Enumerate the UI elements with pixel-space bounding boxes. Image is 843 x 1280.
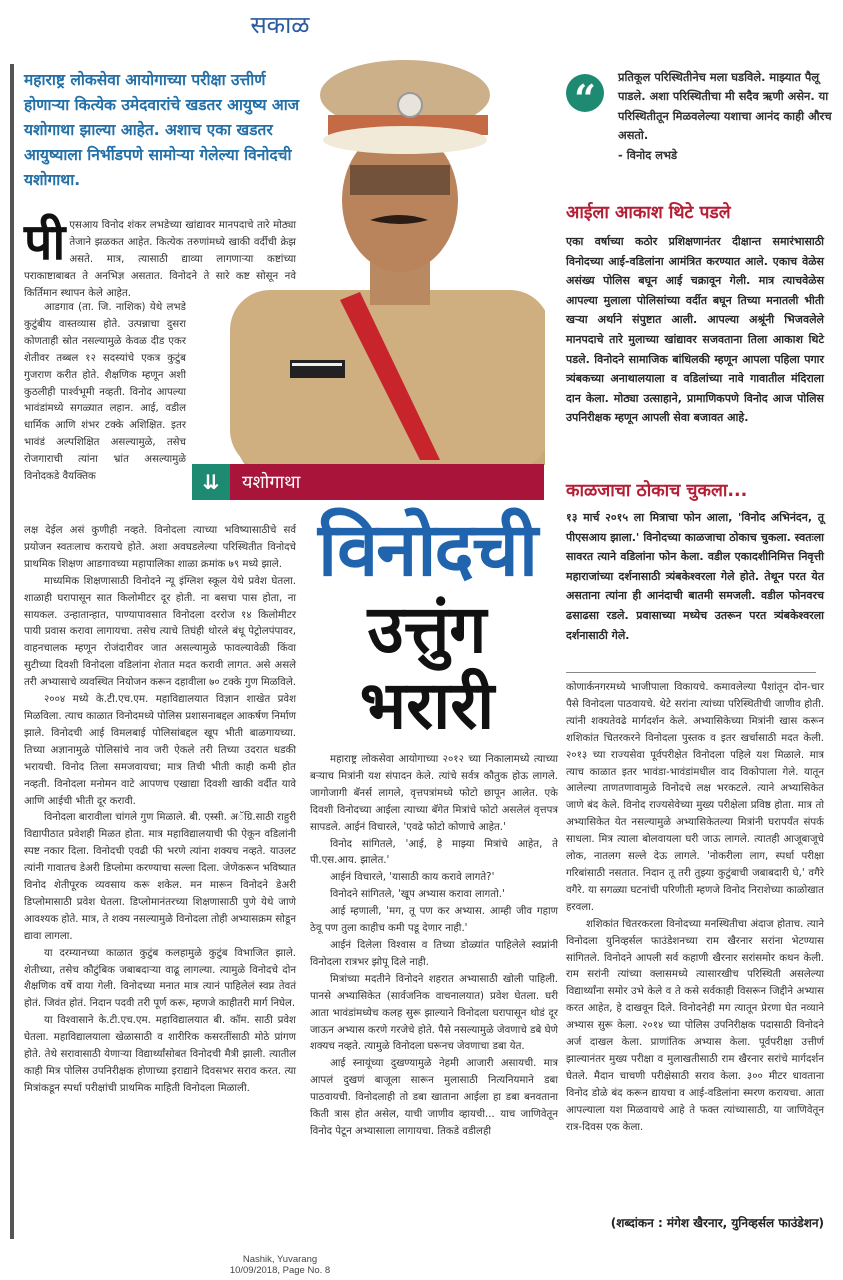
article-paragraph: विनोद सांगितले, 'आई, हे माझ्या मित्रांचे आहेत, ते पी.एस.आय. झालेत.'	[310, 838, 558, 867]
divider	[566, 672, 816, 673]
drop-cap: पी	[24, 212, 66, 271]
sidebar-body: एका वर्षाच्या कठोर प्रशिक्षणानंतर दीक्षान्त समारंभासाठी विनोदच्या आई-वडिलांना आमंत्रित करण्यात आले. एकाच वेळेस असंख्य पोलिस बघून आई चक्रावून गेली. मात्र त्याचवेळेस आपल्या मुलाला पोलिसांच्या वर्दीत बघून तिच्या मनातली भीती खऱ्या अर्थाने संपुष्टात आली. आपल्या अश्रूंनी भिजवलेले मानपदाचे तारे मुलाच्या खांद्यावर सजवताना तिला आकाश थिटे पडले. विनोदने सामाजिक बांधिलकी म्हणून आपला पहिला पगार त्र्यंबकच्या अनाथालयाला व वडिलांच्या नावे गावातील मंदिराला दान केला. मोठ्या उत्साहाने, प्रामाणिकपणे विनोद आज पोलिस उपनिरीक्षक म्हणून आपली सेवा बजावत आहे.	[566, 235, 824, 425]
article-column-1-narrow	[24, 300, 186, 486]
quote-text: प्रतिकूल परिस्थितीनेच मला घडविले. माझ्यात पैलू पाडले. अशा परिस्थितीचा मी सदैव ऋणी असेन. या परिस्थितीतून मिळवलेल्या यशाचा आनंद काही औरच असतो.	[618, 70, 832, 143]
article-paragraph: लक्ष देईल असं कुणीही नव्हते. विनोदला त्याच्या भविष्यासाठीचे सर्व प्रयोजन स्वतःलाच करायचे होते. अशा अवघडलेल्या परिस्थितीत विनोदचे प्राथमिक शिक्षण आडगावच्या महापालिका शाळा क्रमांक ७९ मध्ये झाले.	[24, 525, 296, 570]
article-paragraph: या दरम्यानच्या काळात कुटुंब कलहामुळे कुटुंब विभाजित झाले. शेतीच्या, तसेच कौटुंबिक जबाबदाऱ्या वाढू लागल्या. त्यामुळे विनोदचे दोन शैक्षणिक वर्षे वाया गेली. विनोदच्या मनात मात्र त्यानं पाहिलेलं स्वप्न तेवतं होतं. जिवंत होतं. निदान पदवी तरी पूर्ण करू, म्हणजे काहीतरी मार्ग निघेल.	[24, 947, 296, 1010]
article-paragraph: विनोदने सांगितले, 'खूप अभ्यास करावा लागतो.'	[330, 889, 505, 901]
article-column-1-top	[24, 212, 296, 303]
quote-icon: “	[566, 74, 604, 112]
edition-label: Nashik, Yuvarang	[242, 1254, 318, 1265]
article-paragraph: मित्रांच्या मदतीने विनोदने शहरात अभ्यासाठी खोली पाहिली. पानसे अभ्यासिकेत (सार्वजनिक वाचनालयात) प्रवेश घेतला. घरी आता भावंडांमध्येच कलह सुरू झाल्याने विनोदला घरापासून थोडं दूर जाऊन अभ्यास करणे गरजेचे होते. पैसे नसल्यामुळे जेवणाचे डबे घेणे शक्यच नव्हते. त्यामुळे विनोदला घरूनच जेवणाचा डबा येत.	[310, 973, 558, 1053]
article-paragraph: माध्यमिक शिक्षणासाठी विनोदने न्यू इंग्लिश स्कूल येथे प्रवेश घेतला. शाळाही घरापासून सात किलोमीटर दूर होती. ना बसचा पास होता, ना सायकल. उन्हातान्हात, पाण्यापावसात विनोदला दररोज १४ किलोमीटर पायी प्रवास करावा लागायचा. तसेच त्याचे तिघंही थोरले बंधू पेट्रोलपंपावर, वाहनचालक म्हणून रोजंदारीवर जात असल्यामुळे फावल्यावेळी किंवा सुटीच्या दिवशी विनोदला वडिलांना शेतात मदत करावी लागत. असे असले तरी अभ्यासाचे व्यवस्थित नियोजन करून दहावीला ७० टक्के गुण मिळविले.	[24, 575, 296, 689]
article-column-2	[310, 752, 558, 1141]
sidebar-heading: आईला आकाश थिटे पडले	[566, 203, 731, 223]
sidebar-body: १३ मार्च २०१५ ला मित्राचा फोन आला, 'विनोद अभिनंदन, तू पीएसआय झाला.' विनोदच्या काळजाचा ठोकाच चुकला. स्वतःला सावरत त्याने वडिलांना फोन केला. वडील एकादशीनिमित्त निवृत्ती महाराजांच्या दर्शनासाठी त्र्यंबकेश्वरला गेले होते. तेथून परत येत असताना त्यांना ही आनंदाची बातमी समजली. वडील फोनवरच ढसाढसा रडले. प्रवासाच्या मध्येच उतरून परत त्र्यंबकेश्वरला दर्शनासाठी गेले.	[566, 511, 824, 642]
headline-line-3: भरारी	[359, 667, 495, 744]
article-paragraph: २००४ मध्ये के.टी.एच.एम. महाविद्यालयात विज्ञान शाखेत प्रवेश मिळविला. त्याच काळात विनोदमध्ये पोलिस प्रशासनाबद्दल आकर्षण निर्माण झाले. विनोदची आई विमलबाई पोलिसांबद्दल खूप भीती बाळगायच्या. तिच्या अज्ञानामुळे पोलिसांचे नाव जरी ऐकले तरी तिच्या उदरात धडकी भरायची. विनोद तिला समजवायचा; मात्र तिची भीती काही कमी होत नव्हती. विनोदला मनोमन वाटे आपणच एखाद्या दिवशी खाकी वर्दीत यावे आणि आईची भीती दूर करावी.	[24, 694, 296, 807]
newspaper-masthead: सकाळ	[250, 11, 310, 39]
article-paragraph: आडगाव (ता. जि. नाशिक) येथे लभडे कुटुंबीय वास्तव्यास होते. उत्पन्नाचा दुसरा कोणताही स्रोत नसल्यामुळे केवळ दीड एकर शेतीवर तब्बल १२ सदस्यांचे एकत्र कुटुंब गुजराण करीत होते. शैक्षणिक म्हणून अशी कुठलीही पार्श्वभूमी नव्हती. विनोद आपल्या भावंडांमध्ये सगळ्यात लहान. आई, वडील धार्मिक आणि शंभर टक्के अशिक्षित. इतर भावंडं अल्पशिक्षित असल्यामुळे, तसेच रोजगाराची त्यांना भ्रांत असल्यामुळे विनोदकडे वैयक्तिक	[24, 302, 186, 483]
section-tag-label: यशोगाथा	[242, 472, 301, 493]
article-paragraph: आईनं विचारले, 'यासाठी काय करावे लागते?'	[330, 872, 495, 884]
article-paragraph: एसआय विनोद शंकर लभडेच्या खांद्यावर मानपदाचे तारे मोठ्या तेजाने झळकत आहेत. कित्येक तरुणांमध्ये खाकी वर्दीची क्रेझ असते. मात्र, त्यासाठी द्याव्या लागणाऱ्या कष्टांच्या पराकाष्टाबाबत ते अनभिज्ञ असतात. विनोदने ते सारे कष्ट सोसून नवे किर्तिमान स्थापन केले आहेत.	[24, 220, 296, 299]
article-paragraph: या विश्वासाने के.टी.एच.एम. महाविद्यालयात बी. कॉम. साठी प्रवेश घेतला. महाविद्यालयाला खेळासाठी व शारीरिक कसरतींसाठी मोठे प्रांगण होते. तेथे सरावासाठी येणाऱ्या विद्यार्थ्यांसोबत विनोदची मैत्री झाली. त्यातील काही मित्र पोलिस उपनिरीक्षक होणाच्या इराद्याने दिवसभर सराव करत. त्या मित्रांकडून स्पर्धा परीक्षांची प्राथमिक माहिती विनोदला मिळाली.	[24, 1015, 296, 1094]
section-tag-bar	[192, 464, 544, 500]
article-paragraph: शशिकांत चितरकरला विनोदच्या मनस्थितीचा अंदाज होताच. त्याने विनोदला युनिव्हर्सल फाउंडेशनच्या राम खैरनार सरांना भेटण्यास सांगितले. विनोदने आपली सर्व कहाणी खैरनार सरांसमोर कथन केली. राम सरांनी त्यांच्या क्लासमध्ये त्यासारखीच परिस्थिती असलेल्या विद्यार्थ्यांना समोर उभे केले व ते कसे सर्वकाही विसरून जिद्दीने अभ्यास करत आहेत, हे दाखवून दिले. विनोदनेही मग त्यातून प्रेरणा घेत नव्याने अभ्यास सुरू केला. २०१४ च्या पोलिस उपनिरीक्षक पदासाठी विनोदने अर्ज दाखल केला. प्राणांतिक अभ्यास केला. पूर्वपरीक्षा उत्तीर्ण झाल्यानंतर मुख्य परीक्षा व मुलाखतीसाठी राम खैरनार सरांचे मार्गदर्शन घेतले. मैदान चाचणी परीक्षेसाठी सराव केला. ३०० मीटर धावताना विनोद डोळे बंद करून द्यायचा व आई-वडिलांना स्मरण करायचा. आता आपल्याला यश मिळवायचे आहे ते फक्त त्यांच्यासाठी, या जाणिवेतून रात्र-दिवस एक केला.	[566, 918, 824, 1133]
article-paragraph: आई म्हणाली, 'मग, तू पण कर अभ्यास. आम्ही जीव गहाण ठेवू पण तुला काहीच कमी पडू देणार नाही.'	[310, 906, 558, 935]
article-headline	[292, 508, 562, 744]
article-paragraph: कोणार्कनगरमध्ये भाजीपाला विकायचे. कमावलेल्या पैशांतून दोन-चार पैसे विनोदला पाठवायचे. थेटे सरांना त्यांच्या परिस्थितीची जाणीव होती. त्यांनी शक्यतेवढे मार्गदर्शन केले. अभ्यासिकेच्या मित्रांनी खास करून शशिकांत चितरकरने विनोदला पुस्तक व इतर खर्चासाठी मदत केली. २०१३ च्या राज्यसेवा पूर्वपरीक्षेत विनोदला पहिले यश मिळाले. मात्र त्याच काळात इतर भावंडा-भावंडांमधील वाद विकोपाला गेले. यातून आलेल्या ताणतणावामुळे विनोदचे लक्ष भरकटले. त्याने अभ्यासिकेत जाणे बंद केले. विनोद राज्यसेवेच्या मुख्य परीक्षेला प्रविष्ठ होता. मात्र तो अभ्यासिकेत येत नसल्यामुळे अभ्यासिकेतल्या मित्रांनी घरापर्यंत संपर्क साधला. मित्र त्याला बोलवायला घरी जाऊ लागले. त्यातही आजूबाजूचे लोक, नातलग सल्ले देऊ लागले. 'नोकरीला लाग, स्पर्धा परीक्षा गरिबांसाठी नसतात. निदान तू तरी तुझ्या कुटुंबाची जबाबदारी घे,' वगैरे वगैरे. या सगळ्या घटनांची परिणीती म्हणजे विनोद निराशेच्या काळोखात हरवला.	[566, 682, 824, 913]
sidebar-heading: काळजाचा ठोकाच चुकला...	[566, 481, 748, 501]
page-footer	[0, 1254, 560, 1276]
intro-blurb: महाराष्ट्र लोकसेवा आयोगाच्या परीक्षा उत्तीर्ण होणाऱ्या कित्येक उमेदवारांचे खडतर आयुष्य आज यशोगाथा झाल्या आहेत. अशाच एका खडतर आयुष्याला निर्भीडपणे सामोऱ्या गेलेल्या विनोदची यशोगाथा.	[24, 71, 300, 189]
article-column-3	[566, 680, 824, 1136]
article-paragraph: महाराष्ट्र लोकसेवा आयोगाच्या २०१२ च्या निकालामध्ये त्याच्या बऱ्याच मित्रांनी यश संपादन केले. त्यांचे सर्वत्र कौतुक होऊ लागले. जागोजागी बॅनर्स लागले, वृत्तपत्रांमध्ये फोटो छापून आलेत. एके दिवशी विनोदच्या आईला त्याच्या बॅगेत मित्रांचे फोटो असलेलं वृत्तपत्र सापडले. आईनं विचारले, 'एवढे फोटो कोणाचे आहेत.'	[310, 754, 558, 833]
article-column-1-bottom	[24, 523, 296, 1098]
left-border-rule	[10, 64, 14, 1239]
quote-attribution: - विनोद लभडे	[618, 147, 678, 162]
article-paragraph: विनोदला बारावीला चांगले गुण मिळाले. बी. एस्सी. अॅग्रि.साठी राहुरी विद्यापीठात प्रवेशही मिळत होता. मात्र महाविद्यालयाची फी ऐकून वडिलांनी स्पष्ट नकार दिला. विनोदची एवढी फी भरणे त्यांना शक्यच नव्हते. याउलट त्यांनी गावातच डेअरी डिप्लोमा करण्याचा सल्ला दिला. जेणेकरून भविष्यात विनोद शेतीपूरक व्यवसाय करू शकेल. मन मारून विनोदने डेअरी डिप्लोमासाठी प्रवेश घेतला. डिप्लोमानंतरच्या शिक्षणासाठी पुणे येथे जाणे आवश्यक होते. मात्र, ते शक्य नसल्यामुळे विनोदला तोही अभ्यासक्रम सोडून द्यावा लागला.	[24, 812, 296, 942]
author-credit: (शब्दांकन : मंगेश खैरनार, युनिव्हर्सल फाउंडेशन)	[610, 1216, 824, 1230]
article-paragraph: आई स्नायूंच्या दुखण्यामुळे नेहमी आजारी असायची. मात्र आपलं दुखणं बाजूला सारून मुलासाठी नित्यनियमाने डबा पाठवायची. विनोदलाही तो डबा खाताना आईला हा डबा बनवताना किती त्रास होत असेल, याची जाणीव व्हायची... याच जाणिवेतून विनोद पेटून अभ्यासाला लागायचा. तिकडे वडीलही	[310, 1058, 558, 1137]
double-chevron-down-icon: ⇊	[192, 464, 230, 500]
headline-line-1: विनोदची	[318, 507, 536, 593]
pull-quote	[566, 68, 836, 165]
date-page-label: 10/09/2018, Page No. 8	[229, 1265, 331, 1276]
headline-line-2: उत्तुंग	[367, 591, 487, 668]
article-paragraph: आईनं दिलेला विश्वास व तिच्या डोळ्यांत पाहिलेले स्वप्नांनी विनोदला रात्रभर झोपू दिले नाही.	[310, 939, 558, 968]
